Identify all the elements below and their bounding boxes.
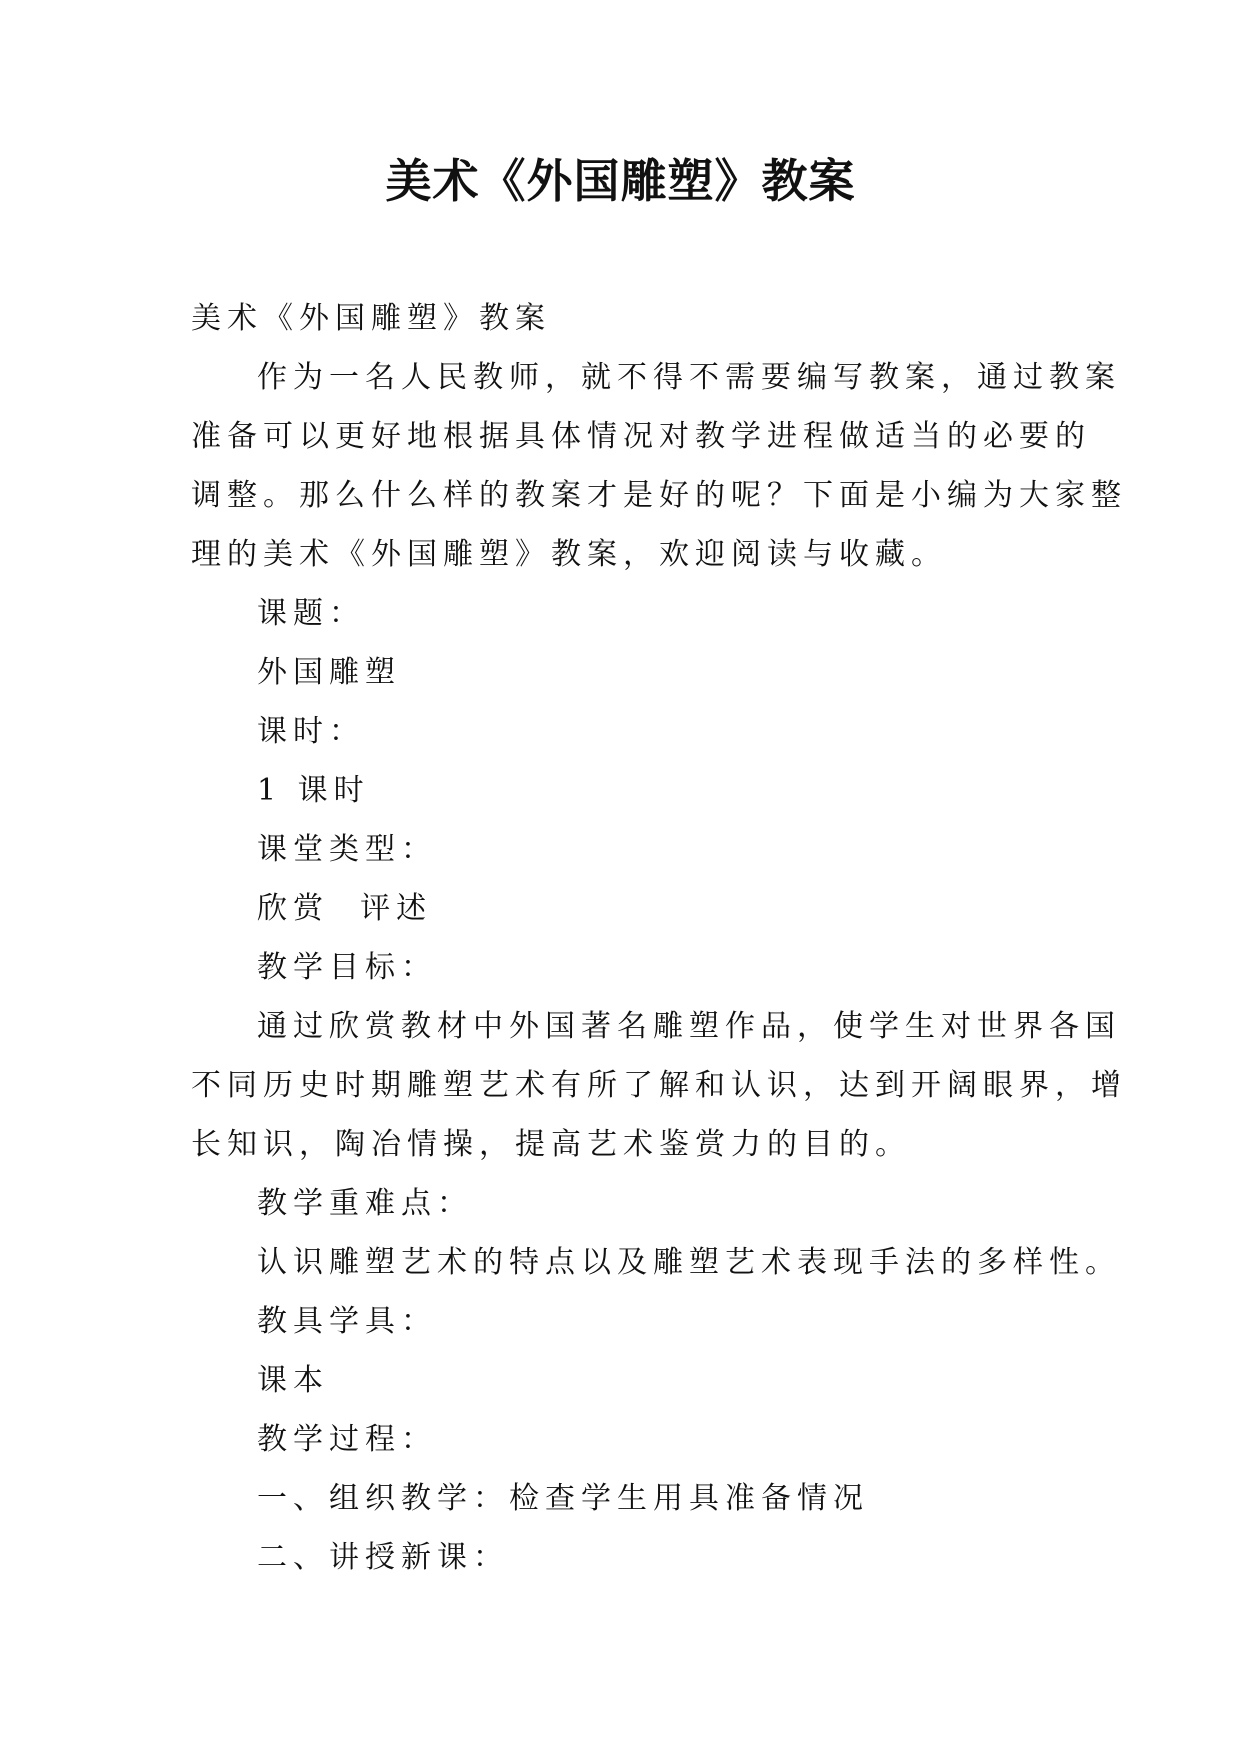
body-line-14: 不同历史时期雕塑艺术有所了解和认识，达到开阔眼界，增 xyxy=(191,1068,1127,1103)
document-title: 美术《外国雕塑》教案 xyxy=(385,154,856,208)
body-line-22: 二、讲授新课： xyxy=(257,1540,509,1575)
body-line-5: 理的美术《外国雕塑》教案，欢迎阅读与收藏。 xyxy=(191,537,947,572)
body-line-20: 教学过程： xyxy=(257,1422,437,1457)
body-line-4: 调整。那么什么样的教案才是好的呢？下面是小编为大家整 xyxy=(191,478,1127,513)
document-body xyxy=(191,289,1127,1587)
body-line-6: 课题： xyxy=(257,596,365,631)
body-line-21: 一、组织教学：检查学生用具准备情况 xyxy=(257,1481,869,1516)
body-line-16: 教学重难点： xyxy=(257,1186,473,1221)
body-line-13: 通过欣赏教材中外国著名雕塑作品，使学生对世界各国 xyxy=(257,1009,1121,1044)
body-line-8: 课时： xyxy=(257,714,365,749)
body-line-15: 长知识，陶冶情操，提高艺术鉴赏力的目的。 xyxy=(191,1127,911,1162)
body-line-17: 认识雕塑艺术的特点以及雕塑艺术表现手法的多样性。 xyxy=(257,1245,1121,1280)
body-line-3: 准备可以更好地根据具体情况对教学进程做适当的必要的 xyxy=(191,419,1091,454)
body-line-10: 课堂类型： xyxy=(257,832,437,867)
body-line-11: 欣赏 评述 xyxy=(257,891,433,926)
body-line-12: 教学目标： xyxy=(257,950,437,985)
body-line-18: 教具学具： xyxy=(257,1304,437,1339)
body-line-2: 作为一名人民教师，就不得不需要编写教案，通过教案 xyxy=(257,360,1121,395)
body-line-7: 外国雕塑 xyxy=(257,655,401,690)
body-line-19: 课本 xyxy=(257,1363,329,1398)
body-line-9: 1 课时 xyxy=(257,773,370,808)
body-line-1: 美术《外国雕塑》教案 xyxy=(191,301,551,336)
